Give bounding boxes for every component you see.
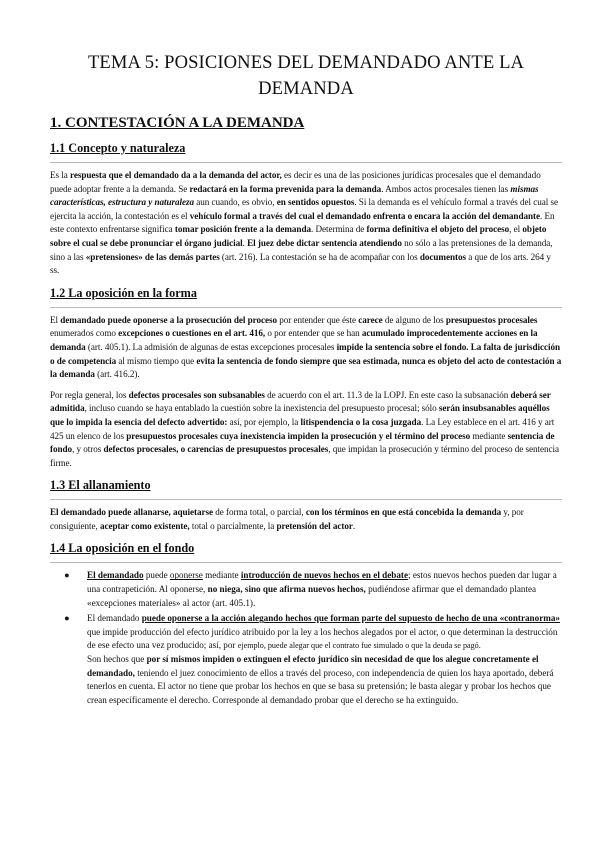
text-run: redactará en la forma prevenida para la demanda [189, 183, 382, 194]
text-run: Por regla general, los [50, 389, 129, 400]
document-title: TEMA 5: POSICIONES DEL DEMANDADO ANTE LA DEMANDA [87, 52, 525, 99]
text-run: de forma total, o parcial, [213, 507, 306, 518]
text-run: no niega, sino que afirma nuevos hechos, [207, 584, 366, 595]
heading-rule [50, 499, 562, 500]
text-run: . Ambos actos procesales tienen las [381, 183, 511, 194]
text-run: oponerse [169, 570, 203, 581]
text-run: (art. 405.1). La admisión de algunas de estas excepciones procesales [85, 341, 337, 352]
text-run: total o parcialmente, la [189, 520, 277, 531]
subsection-heading-allanamiento: 1.3 El allanamiento [50, 478, 151, 493]
text-run: , y otros [72, 444, 104, 455]
text-run: que impide producción del efecto jurídico atribuido por la ley a los hechos alegados por el actor, o que determinan la destrucción de ese efecto una vez producido; así, por [87, 626, 558, 651]
text-run: a que de los arts. 264 y ss. [50, 251, 551, 276]
text-run: Es la [50, 170, 70, 180]
text-run: es decir es una de las posiciones jurídicas procesales que el demandado puede adoptar frente a la demanda. Se [50, 170, 541, 194]
paragraph-oposicion-forma-1 [50, 314, 562, 382]
text-run: El demandado [87, 570, 144, 581]
text-run: El demandado [87, 613, 142, 624]
text-run: introducción de nuevos hechos en el debate [240, 570, 409, 581]
text-run: y, por consiguiente, [50, 507, 524, 531]
text-run: por sí mismos impiden o extinguen el efecto jurídico sin necesidad de que los alegue concretamente el demandado, [87, 654, 539, 678]
text-run: acumulado improcedentemente acciones en la demanda [50, 328, 538, 352]
text-run: pudiéndose afirmar que el demandado plantea «excepciones materiales» al actor (art. 405.1). [87, 584, 537, 608]
text-run: pretensión del actor [276, 520, 353, 531]
text-run: o por entender que se han [265, 328, 362, 339]
text-run: evita la sentencia de fondo siempre que sea estimada, nunca es objeto del acto de contestación a la demanda [50, 355, 562, 380]
text-run: al mismo tiempo que [116, 355, 197, 366]
bullet-list-oposicion-fondo [50, 569, 562, 707]
text-run: , incluso cuando se haya entablado la cuestión sobre la inexistencia del presupuesto procesal; sólo [84, 403, 439, 414]
text-run: en sentidos opuestos [276, 197, 355, 208]
heading-rule [50, 562, 562, 563]
section-heading-contestacion: 1. CONTESTACIÓN A LA DEMANDA [50, 115, 305, 131]
text-run: por entender que éste [277, 314, 359, 325]
text-run: no sólo a las pretensiones de la demanda, sino a las [50, 237, 553, 262]
text-run: tomar posición frente a la demanda [174, 224, 311, 235]
text-run: impide la sentencia sobre el fondo. [336, 341, 469, 352]
text-run: El [50, 314, 61, 325]
paragraph-concepto [50, 169, 562, 278]
text-run: con los términos en que está concebida la demanda [305, 507, 502, 518]
text-run: mismas características, estructura y naturaleza [50, 183, 539, 208]
bullet-icon: ● [64, 613, 70, 624]
text-run: . La Ley establece en el art. 416 y art 425 un elenco de los [50, 416, 555, 441]
paragraph-allanamiento [50, 506, 562, 533]
list-item [50, 569, 562, 610]
text-run: . Si la demanda es el vehículo formal a través del cual se ejercita la acción, la contestación es el [50, 197, 558, 221]
text-run: mediante [202, 570, 241, 581]
text-run: Son hechos que [87, 654, 147, 665]
text-run: (art. 416.2). [94, 369, 140, 380]
text-run: presupuestos procesales cuya inexistencia impiden la prosecución y el término del proceso [126, 430, 471, 441]
text-run: puede [143, 570, 170, 581]
subsection-heading-oposicion-forma: 1.2 La oposición en la forma [50, 285, 197, 300]
text-run: . [242, 237, 248, 248]
text-run: de alguno de los [382, 314, 446, 325]
text-run: aun cuando, es obvio, [194, 197, 277, 208]
list-item [50, 612, 562, 707]
text-run: presupuestos procesales [445, 314, 538, 325]
text-run: carece [358, 314, 383, 325]
document-page [50, 50, 562, 709]
text-run: , que impidan la prosecución y término del proceso de sentencia firme. [50, 444, 559, 468]
text-run: El demandado puede allanarse, aquietarse [50, 507, 214, 518]
text-run: excepciones o cuestiones en el art. 416, [118, 328, 266, 339]
subsection-heading-oposicion-fondo: 1.4 La oposición en el fondo [50, 541, 195, 556]
text-run: defectos procesales, o carencias de presupuestos procesales [103, 444, 329, 455]
text-run: respuesta que el demandado da a la demanda del actor, [69, 170, 282, 180]
text-run: mediante [470, 430, 508, 441]
text-run: . [352, 520, 356, 531]
heading-rule [50, 162, 562, 163]
text-run: aceptar como existente, [99, 520, 190, 531]
list-item-text [87, 613, 560, 705]
subsection-heading-concepto: 1.1 Concepto y naturaleza [50, 141, 186, 155]
text-run: objeto sobre el cual se debe pronunciar el órgano judicial [50, 224, 547, 248]
list-item-text [87, 570, 557, 607]
text-run: , el [509, 224, 523, 235]
text-run: litispendencia o la cosa juzgada [300, 416, 422, 427]
text-run: La falta de jurisdicción o de competencia [50, 341, 561, 366]
text-run: documentos [419, 251, 467, 262]
text-run: (art. 216). La contestación se ha de acompañar con los [219, 251, 420, 262]
text-run: «pretensiones» de las demás partes [85, 251, 220, 262]
text-run: forma definitiva el objeto del proceso [366, 224, 510, 235]
text-run: deberá ser admitida [50, 389, 551, 414]
text-run: enumerados como [50, 328, 119, 339]
text-run: ; estos nuevos hechos pueden dar lugar a una contrapetición. Al oponerse, [87, 570, 557, 595]
text-run: de acuerdo con el art. 11.3 de la LOPJ. En este caso la subsanación [264, 389, 511, 400]
text-run: teniendo el juez conocimiento de ellos a través del proceso, con independencia de quien los haya aportado, deberá tenerlos en cuenta. El actor no tiene que probar los hechos en que se basa su pretensión; le basta alegar y probar los hechos que crean específicamente el derecho. Corresponde al demandado probar que el derecho se ha extinguido. [87, 667, 554, 705]
text-run: El juez debe dictar sentencia atendiendo [247, 237, 402, 248]
text-run: ejemplo, puede alegar que el contrato fue simulado o que la deuda se pagó. [237, 641, 481, 651]
text-run: serán insubsanables aquéllos que lo impida la esencia del defecto advertido: [50, 403, 550, 427]
text-run: puede oponerse a la acción alegando hechos que forman parte del supuesto de hecho de una «contranorma» [141, 613, 560, 624]
text-run: . En este contexto enfrentarse significa [50, 210, 555, 235]
heading-rule [50, 307, 562, 308]
paragraph-oposicion-forma-2 [50, 389, 562, 471]
text-run: defectos procesales son subsanables [128, 389, 265, 400]
text-run: . Determina de [311, 224, 367, 235]
text-run: sentencia de fondo [50, 430, 555, 455]
bullet-icon: ● [64, 570, 70, 581]
text-run: demandado puede oponerse a la prosecución del proceso [60, 314, 278, 325]
text-run: vehículo formal a través del cual el demandado enfrenta o encara la acción del demandante [189, 210, 540, 221]
text-run: así, por ejemplo, la [227, 416, 301, 427]
